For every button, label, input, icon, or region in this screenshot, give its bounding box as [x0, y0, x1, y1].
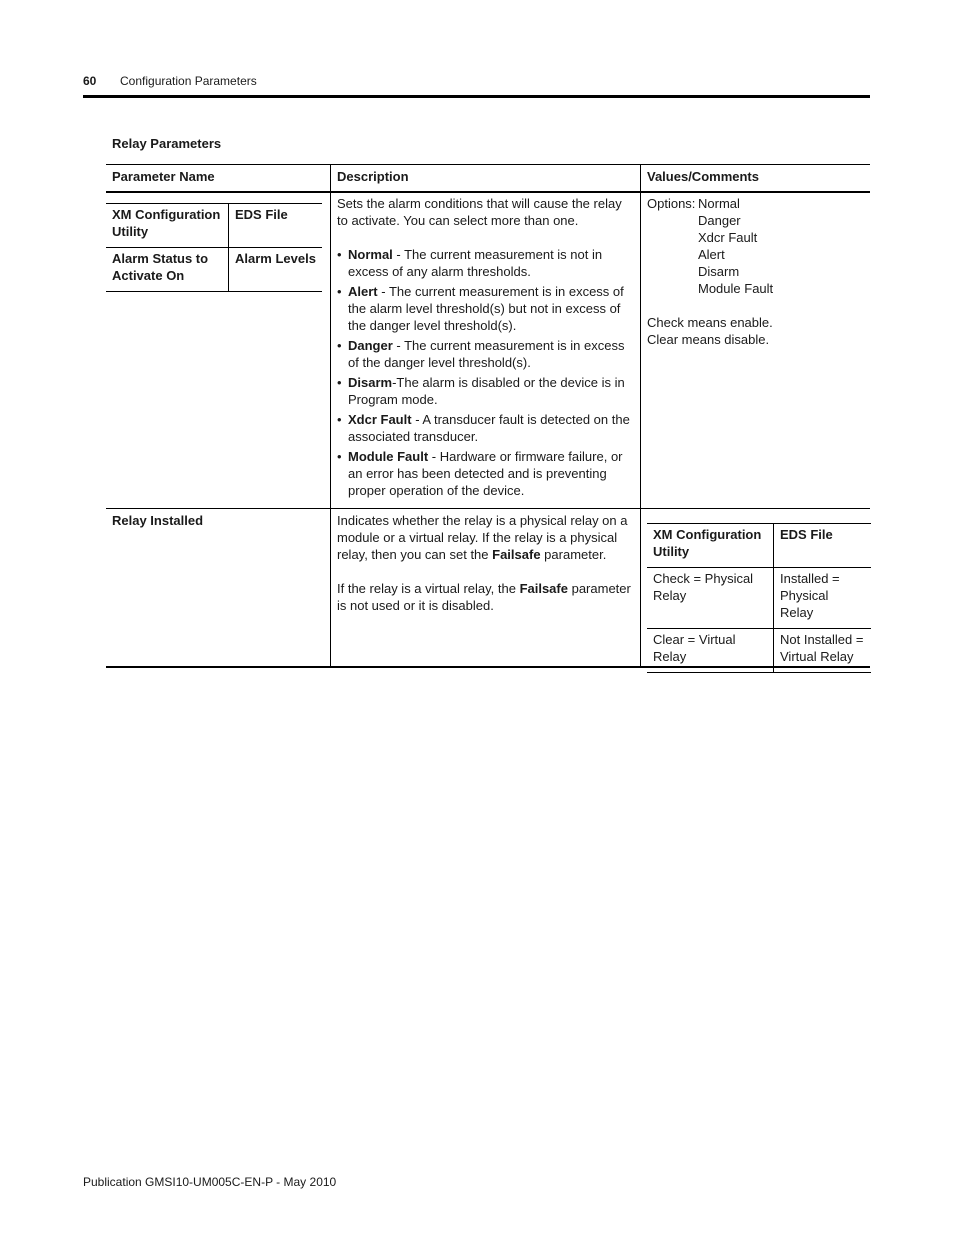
- table-header-row: [106, 165, 870, 192]
- list-item: • Module Fault - Hardware or firmware failure, or an error has been detected and is preventing proper operation of the device.: [337, 449, 623, 498]
- table-cell: Clear = Virtual Relay: [647, 629, 774, 673]
- eds-parameter-name: Alarm Levels: [229, 248, 323, 292]
- table-row-relay-installed: [106, 508, 870, 666]
- options-label: Options:: [647, 196, 696, 211]
- table-row-alarm-status: [106, 192, 870, 508]
- bullet-icon: •: [337, 247, 342, 262]
- description-paragraph-1: Indicates whether the relay is a physical relay on a module or a virtual relay. If the relay is a physical relay, then you can set the Failsafe parameter.: [337, 513, 628, 562]
- option-value: Module Fault: [698, 281, 774, 296]
- alarm-condition-list: [337, 246, 634, 499]
- page-number: 60: [83, 74, 97, 88]
- parameter-name-relay-installed: Relay Installed: [112, 513, 204, 528]
- subtable-header-xm-utility: XM Configuration Utility: [647, 524, 774, 568]
- header-rule: [83, 95, 870, 98]
- bullet-icon: •: [337, 338, 342, 353]
- option-value: Danger: [698, 213, 741, 228]
- parameter-name-subtable: [106, 203, 322, 292]
- parameter-name-cell: [106, 509, 330, 666]
- subtable-header-xm-utility: XM Configuration Utility: [106, 204, 229, 248]
- table-title: Relay Parameters: [112, 136, 222, 151]
- description-cell: [330, 193, 640, 508]
- description-cell: [330, 509, 640, 666]
- bullet-icon: •: [337, 284, 342, 299]
- subtable-header-eds-file: EDS File: [229, 204, 323, 248]
- clear-note: Clear means disable.: [647, 332, 770, 347]
- values-cell: [640, 193, 870, 508]
- check-note: Check means enable.: [647, 315, 773, 330]
- column-header-values-comments: Values/Comments: [640, 165, 870, 191]
- bullet-icon: •: [337, 375, 342, 390]
- description-intro: Sets the alarm conditions that will cause the relay to activate. You can select more than one.: [337, 196, 622, 228]
- xm-parameter-name: Alarm Status to Activate On: [106, 248, 229, 292]
- section-title: Configuration Parameters: [120, 74, 257, 88]
- list-item: • Danger - The current measurement is in excess of the danger level threshold(s).: [337, 338, 625, 370]
- values-subtable: [647, 523, 871, 673]
- bullet-icon: •: [337, 449, 342, 464]
- list-item: • Alert - The current measurement is in excess of the alarm level threshold(s) but not in excess of the danger level threshold(s).: [337, 284, 624, 333]
- values-cell: [640, 509, 870, 666]
- list-item: • Disarm-The alarm is disabled or the device is in Program mode.: [337, 375, 625, 407]
- option-value: Xdcr Fault: [698, 230, 758, 245]
- description-paragraph-2: If the relay is a virtual relay, the Failsafe parameter is not used or it is disabled.: [337, 581, 631, 613]
- subtable-header-eds-file: EDS File: [774, 524, 872, 568]
- column-header-description: Description: [330, 165, 640, 191]
- column-header-parameter-name: Parameter Name: [112, 169, 215, 184]
- table-cell: Check = Physical Relay: [647, 568, 774, 629]
- publication-footer: Publication GMSI10-UM005C-EN-P - May 2010: [83, 1175, 337, 1189]
- option-value: Disarm: [698, 264, 740, 279]
- parameter-name-cell: [106, 193, 330, 508]
- table-cell: Not Installed = Virtual Relay: [774, 629, 872, 673]
- relay-parameters-table: [106, 164, 870, 668]
- table-cell: Installed = Physical Relay: [774, 568, 872, 629]
- list-item: • Xdcr Fault - A transducer fault is detected on the associated transducer.: [337, 412, 630, 444]
- option-value: Alert: [698, 247, 725, 262]
- option-value: Normal: [698, 196, 740, 211]
- bullet-icon: •: [337, 412, 342, 427]
- list-item: • Normal - The current measurement is not in excess of any alarm thresholds.: [337, 247, 603, 279]
